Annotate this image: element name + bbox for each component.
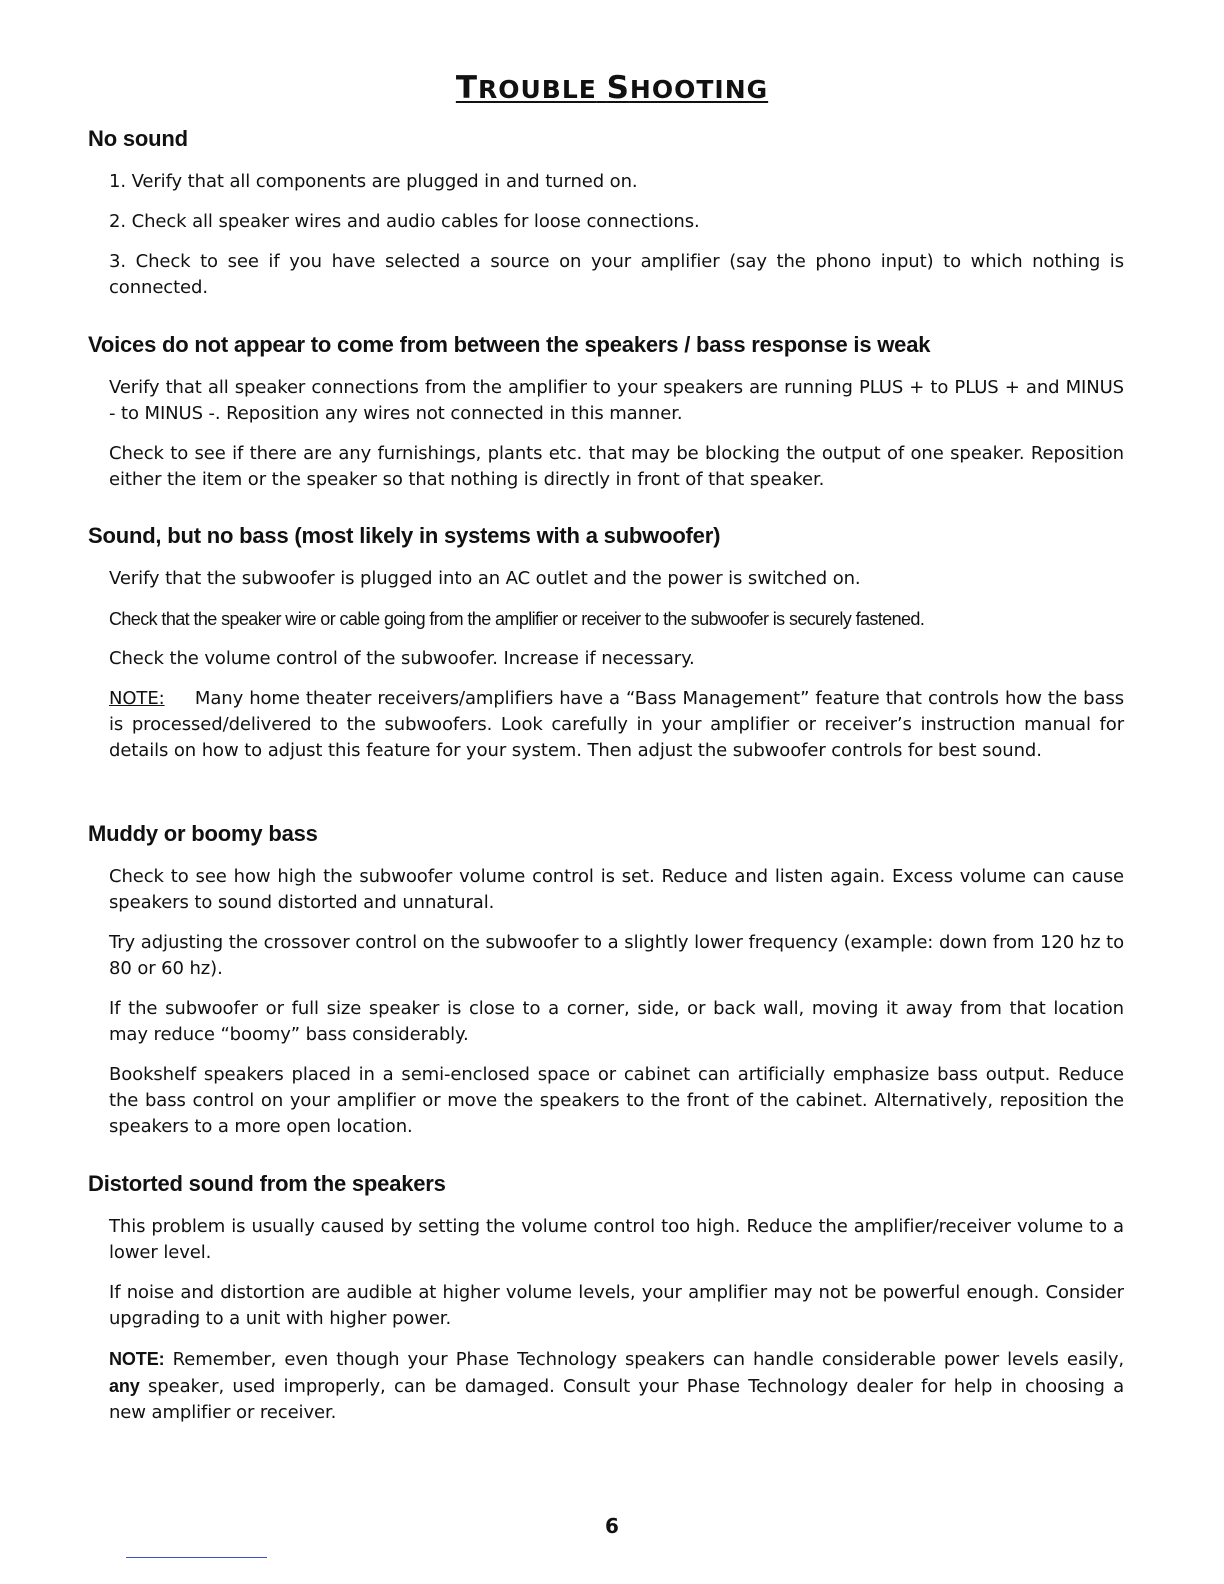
note-label: NOTE: — [109, 688, 165, 709]
note-text-after: speaker, used improperly, can be damaged. Consult your Phase Technology dealer for help in choosing a new amplifier or receiver. — [109, 1376, 1124, 1423]
paragraph: Check that the speaker wire or cable going from the amplifier or receiver to the subwoofer is securely fastened. — [109, 609, 925, 629]
note-text-before: Remember, even though your Phase Technology speakers can handle considerable power levels easily, — [172, 1349, 1124, 1370]
paragraph: Check to see how high the subwoofer volume control is set. Reduce and listen again. Excess volume can cause speakers to sound distorted and unnatural. — [109, 866, 1124, 913]
section-muddy-bass — [88, 820, 1124, 1154]
paragraph: Check the volume control of the subwoofer. Increase if necessary. — [109, 648, 695, 669]
section-heading: Voices do not appear to come from between the speakers / bass response is weak — [88, 332, 931, 357]
section-heading: Muddy or boomy bass — [88, 821, 318, 846]
section-heading: Distorted sound from the speakers — [88, 1171, 446, 1196]
paragraph: Verify that the subwoofer is plugged into an AC outlet and the power is switched on. — [109, 568, 861, 589]
paragraph: 2. Check all speaker wires and audio cables for loose connections. — [109, 211, 700, 232]
paragraph: 1. Verify that all components are plugged in and turned on. — [109, 171, 638, 192]
paragraph: 3. Check to see if you have selected a source on your amplifier (say the phono input) to which nothing is connected. — [109, 251, 1124, 298]
note-label: NOTE: — [109, 1349, 165, 1369]
note-text: Many home theater receivers/amplifiers have a “Bass Management” feature that controls how the bass is processed/delivered to the subwoofers. Look carefully in your amplifier or receiver’s instruction manual for details on how to adjust this feature for your system. Then adjust the subwoofer controls for best sound. — [109, 688, 1124, 761]
section-distorted-sound — [88, 1170, 1124, 1440]
section-heading: No sound — [88, 126, 188, 151]
note-paragraph — [109, 686, 1124, 764]
section-heading: Sound, but no bass (most likely in systems with a subwoofer) — [88, 523, 721, 548]
paragraph: If noise and distortion are audible at higher volume levels, your amplifier may not be powerful enough. Consider upgrading to a unit with higher power. — [109, 1282, 1124, 1329]
section-voices — [88, 331, 1124, 507]
footer-rule — [126, 1557, 267, 1558]
paragraph: Check to see if there are any furnishings, plants etc. that may be blocking the output of one speaker. Reposition either the item or the speaker so that nothing is directly in front of that speaker. — [109, 443, 1124, 490]
paragraph: Try adjusting the crossover control on the subwoofer to a slightly lower frequency (example: down from 120 hz to 80 or 60 hz). — [109, 932, 1124, 979]
note-paragraph — [109, 1346, 1124, 1426]
paragraph: If the subwoofer or full size speaker is close to a corner, side, or back wall, moving it away from that location may reduce “boomy” bass considerably. — [109, 998, 1124, 1045]
note-emphasis: any — [109, 1376, 140, 1396]
page-number: 6 — [605, 1514, 619, 1538]
page-title: TROUBLE SHOOTING — [455, 70, 769, 106]
paragraph: Bookshelf speakers placed in a semi-enclosed space or cabinet can artificially emphasize bass output. Reduce the bass control on your amplifier or move the speakers to the front of the cabinet. Alternatively, reposition the speakers to a more open location. — [109, 1064, 1124, 1137]
paragraph: Verify that all speaker connections from the amplifier to your speakers are running PLUS + to PLUS + and MINUS - to MINUS -. Reposition any wires not connected in this manner. — [109, 377, 1124, 424]
paragraph: This problem is usually caused by setting the volume control too high. Reduce the amplifier/receiver volume to a lower level. — [109, 1216, 1124, 1263]
section-no-bass — [88, 522, 1124, 778]
section-no-sound — [88, 125, 1124, 315]
